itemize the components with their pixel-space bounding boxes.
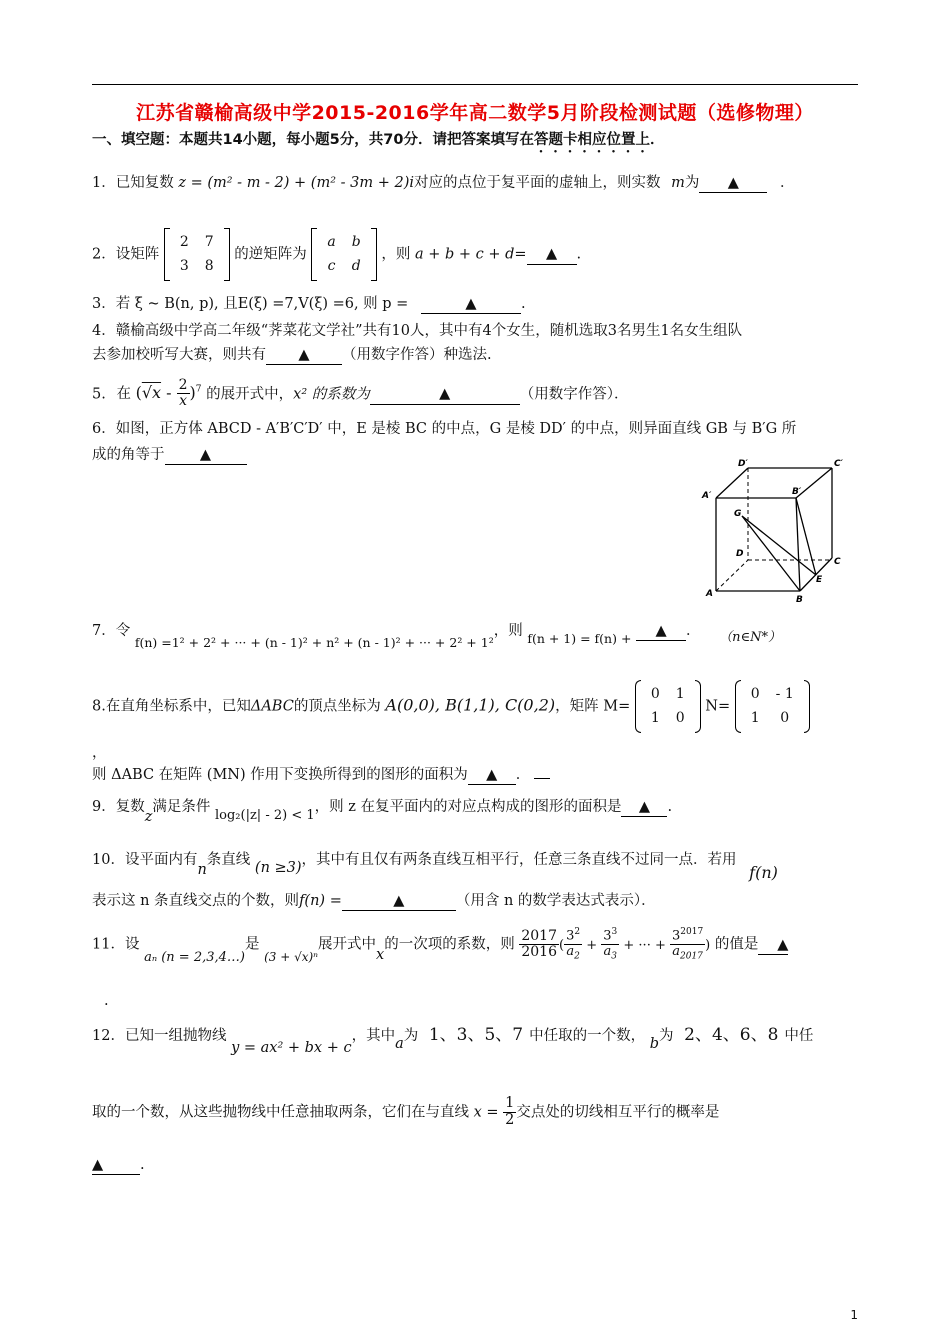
q12-b-set: 2、4、6、8 <box>684 1025 779 1045</box>
q10-line-2-function: f(n) = <box>299 893 342 909</box>
matrix-cell: 1 <box>750 710 760 727</box>
q12-text-mid: ，其中 <box>351 1028 396 1044</box>
q11-answer-blank: ▲ <box>758 937 788 955</box>
q7-number: 7． <box>92 623 116 639</box>
q8-comma-line <box>92 742 107 765</box>
q2-text-mid: 的逆矩阵为 <box>234 246 307 263</box>
matrix-cell: 2 <box>179 234 189 250</box>
q7-end: ． <box>686 623 701 639</box>
section-heading <box>92 128 664 156</box>
q1-expression: z = (m² - m - 2) + (m² - 3m + 2)i <box>178 175 415 191</box>
q12-expression: y = ax² + bx + c <box>231 1040 352 1056</box>
question-12-line-3 <box>92 1154 145 1177</box>
q7-answer-blank: ▲ <box>636 623 686 641</box>
q8-triangle: ΔABC <box>250 698 294 715</box>
q11-text-post: 展开式中 <box>318 936 377 953</box>
q8-end: ． <box>515 767 531 783</box>
q12-a-post: 中任取的一个数， <box>529 1028 646 1044</box>
q11-text-mid: 是 <box>244 936 260 953</box>
q11-period: . <box>104 993 109 1009</box>
q12-half-denominator: 2 <box>505 1111 515 1128</box>
q6-answer-blank: ▲ <box>165 447 247 465</box>
q8-comma: ， <box>92 745 107 761</box>
label-d: D <box>736 549 744 559</box>
question-11 <box>92 927 789 965</box>
q5-number: 5. <box>92 386 106 403</box>
q10-text-mid: 条直线 <box>206 852 251 868</box>
q8-line-2: 则 ΔABC 在矩阵 (MN) 作用下变换所得到的图形的面积为 <box>92 767 468 783</box>
q12-line-2-post: 交点处的切线相互平行的概率是 <box>516 1104 720 1121</box>
q11-series: ( $\frac{3^2}{a_2}$ + $\frac{3^3}{a_3}$ + ··· + $\frac{3^{2017}}{a_{2017}}$ ) <box>558 927 711 962</box>
q3-text: 若 ξ ~ B(n, p), 且E(ξ) =7,V(ξ) =6, 则 p = <box>115 296 409 312</box>
matrix-cell: a <box>327 234 336 250</box>
question-3 <box>92 293 526 316</box>
q11-expression: aₙ (n = 2,3,4…) <box>144 949 245 965</box>
question-10 <box>92 846 778 882</box>
q12-x-equals: x = <box>473 1104 499 1121</box>
matrix-cell: 1 <box>675 686 685 702</box>
label-a-prime: A′ <box>702 491 712 501</box>
q12-half <box>503 1096 516 1129</box>
q9-variable: z <box>144 809 153 825</box>
section-emphasis: 答题卡相应位置上 <box>533 132 650 148</box>
q10-answer-blank: ▲ <box>342 893 456 911</box>
q10-text: 设平面内有 <box>124 852 198 868</box>
q2-matrix-b <box>311 228 376 281</box>
q5-text: 在 <box>116 386 131 403</box>
q8-text-mid: 的顶点坐标为 <box>293 698 381 715</box>
q7-text: 令 <box>115 623 131 639</box>
q11-text-tail: 的值是 <box>714 936 759 953</box>
q6-line-1: 如图，正方体 ABCD - A′B′C′D′ 中，E 是棱 BC 的中点，G 是棱 DD′ 的中点，则异面直线 GB 与 B′G 所 <box>115 421 797 437</box>
question-4-line-2 <box>92 344 492 367</box>
label-g: G <box>734 509 742 519</box>
question-8-line-2 <box>92 764 550 787</box>
label-a: A <box>706 589 713 599</box>
q5-end: （用数字作答）． <box>519 386 629 403</box>
q4-line-2-post: （用数字作答）种选法. <box>342 347 492 363</box>
q2-end: . <box>576 246 582 263</box>
q2-equals: = <box>514 246 527 263</box>
matrix-cell: 8 <box>204 258 214 275</box>
q7-condition: （n∈N*） <box>719 630 782 645</box>
q12-b-text: 为 <box>659 1028 674 1044</box>
q12-b-post: 中任 <box>784 1028 814 1044</box>
q11-text: 设 <box>124 936 140 953</box>
q8-matrix-n <box>735 680 810 733</box>
header-rule <box>92 84 858 85</box>
q12-a-set: 1、3、5、7 <box>428 1025 524 1045</box>
question-6-line-2 <box>92 444 247 467</box>
q4-line-1: 赣榆高级中学高二年级“荠菜花文学社”共有10人，其中有4个女生，随机选取3名男生1名女生组队 <box>115 323 743 339</box>
q8-matrix-m <box>635 680 701 733</box>
section-lead: 一、填空题：本题共14小题，每小题5分，共70分．请把答案填写在 <box>92 132 534 148</box>
q2-number: 2． <box>92 246 116 263</box>
page-number: 1 <box>850 1308 858 1322</box>
q2-expression: a + b + c + d <box>414 246 515 263</box>
q2-text-post: ，则 <box>381 246 411 263</box>
q1-answer-blank: ▲ <box>699 175 767 193</box>
label-e: E <box>816 575 823 585</box>
question-1 <box>92 172 794 195</box>
q11-text-post-2: 的一次项的系数，则 <box>384 936 515 953</box>
q12-text: 已知一组抛物线 <box>124 1028 227 1044</box>
q5-x2-coefficient: x² 的系数为 <box>293 386 370 403</box>
q9-end: . <box>667 799 673 815</box>
q12-half-numerator: 1 <box>505 1095 515 1111</box>
q1-text-post: 为 <box>684 175 700 191</box>
question-12-line-2 <box>92 1096 719 1129</box>
q3-end: . <box>520 296 526 312</box>
matrix-cell: 0 <box>750 686 760 702</box>
matrix-cell: 0 <box>780 710 790 727</box>
q11-period-line <box>104 990 109 1013</box>
matrix-cell: 1 <box>650 710 660 727</box>
q9-expression: log₂(|z| - 2) < 1 <box>214 808 315 823</box>
q8-n-label: N= <box>705 698 731 715</box>
q12-variable-b: b <box>649 1036 660 1052</box>
label-b: B <box>796 595 803 605</box>
q12-line-2: 取的一个数，从这些抛物线中任意抽取两条，它们在与直线 <box>92 1104 469 1121</box>
q1-number: 1． <box>92 175 116 191</box>
q8-points: A(0,0), B(1,1), C(0,2) <box>385 695 556 715</box>
q11-fraction <box>519 929 559 961</box>
q10-line-2: 表示这 n 条直线交点的个数，则 <box>92 893 300 909</box>
q9-text-post: ，则 z 在复平面内的对应点构成的图形的面积是 <box>314 799 622 815</box>
matrix-cell: c <box>327 258 336 275</box>
q10-function: f(n) <box>749 863 778 882</box>
q7-expression: f(n) =1² + 2² + ··· + (n - 1)² + n² + (n - 1)² + ··· + 2² + 1² <box>134 635 494 650</box>
q1-variable: m <box>671 175 685 191</box>
q10-variable: n <box>197 862 207 878</box>
q3-answer-blank: ▲ <box>421 296 521 314</box>
question-12 <box>92 1022 814 1056</box>
q8-number: 8. <box>92 698 106 715</box>
q1-text-mid: 对应的点位于复平面的虚轴上，则实数 <box>414 175 661 191</box>
q12-answer-blank: ▲ <box>92 1157 140 1175</box>
q3-number: 3． <box>92 296 116 312</box>
q9-number: 9． <box>92 799 116 815</box>
matrix-cell: - 1 <box>775 686 794 702</box>
section-tail: ． <box>649 132 665 148</box>
q7-text-mid: ，则 <box>493 623 523 639</box>
q12-end: . <box>140 1157 145 1173</box>
matrix-cell: 3 <box>179 258 189 275</box>
label-c-prime: C′ <box>834 459 843 469</box>
q11-fraction-numerator: 2017 <box>521 927 557 944</box>
q8-trailing-rule <box>534 778 550 779</box>
q11-variable: x <box>376 946 385 963</box>
question-6 <box>92 418 796 441</box>
q4-line-2-text: 去参加校听写大赛，则共有 <box>92 347 266 363</box>
q9-answer-blank: ▲ <box>621 799 667 817</box>
label-b-prime: B′ <box>792 487 802 497</box>
q7-expression-2: f(n + 1) = f(n) + <box>527 631 632 646</box>
q9-text-mid: 满足条件 <box>152 799 211 815</box>
q1-end: ． <box>779 175 795 191</box>
q9-text: 复数 <box>115 799 145 815</box>
q12-number: 12． <box>92 1028 125 1044</box>
question-4 <box>92 320 742 343</box>
q10-number: 10． <box>92 852 125 868</box>
q5-answer-blank: ▲ <box>370 386 520 404</box>
q2-answer-blank: ▲ <box>527 246 577 264</box>
q4-number: 4． <box>92 323 116 339</box>
label-c: C <box>834 557 841 567</box>
q11-expression-2: (3 + √x)ⁿ <box>264 949 319 964</box>
matrix-cell: 7 <box>204 234 214 250</box>
question-10-line-2 <box>92 890 656 913</box>
matrix-cell: d <box>351 258 361 275</box>
q10-line-2-post: （用含 n 的数学表达式表示）． <box>455 893 656 909</box>
q5-binomial: (√x - $\frac{2}{x}$ )$^7$ <box>135 377 202 410</box>
q2-text: 设矩阵 <box>115 246 160 263</box>
page-title: 江苏省赣榆高级中学2015-2016学年高二数学5月阶段检测试题（选修物理） <box>136 102 814 124</box>
q5-text-post: 的展开式中， <box>206 386 294 403</box>
q10-text-post: ，其中有且仅有两条直线互相平行，任意三条直线不过同一点．若用 <box>301 852 737 868</box>
question-2 <box>92 228 581 281</box>
q8-text: 在直角坐标系中，已知 <box>105 698 251 715</box>
q6-number: 6． <box>92 421 116 437</box>
q6-line-2: 成的角等于 <box>92 447 165 463</box>
question-7 <box>92 620 782 650</box>
q11-fraction-denominator: 2016 <box>521 944 557 961</box>
matrix-cell: b <box>351 234 361 250</box>
question-8 <box>92 680 810 733</box>
q12-a-text: 为 <box>403 1028 419 1044</box>
q11-number: 11． <box>92 936 125 953</box>
matrix-cell: 0 <box>650 686 660 702</box>
cube-figure <box>700 456 860 606</box>
q10-condition: (n ≥3) <box>254 860 302 876</box>
q4-answer-blank: ▲ <box>266 347 342 365</box>
q12-variable-a: a <box>395 1036 404 1052</box>
q2-matrix-a <box>164 228 230 281</box>
question-5 <box>92 378 629 410</box>
label-d-prime: D′ <box>738 459 748 469</box>
matrix-cell: 0 <box>675 710 685 727</box>
question-9 <box>92 796 673 825</box>
q1-text: 已知复数 <box>115 175 174 191</box>
q8-text-post: ，矩阵 M= <box>555 698 631 715</box>
q8-answer-blank: ▲ <box>468 767 516 785</box>
